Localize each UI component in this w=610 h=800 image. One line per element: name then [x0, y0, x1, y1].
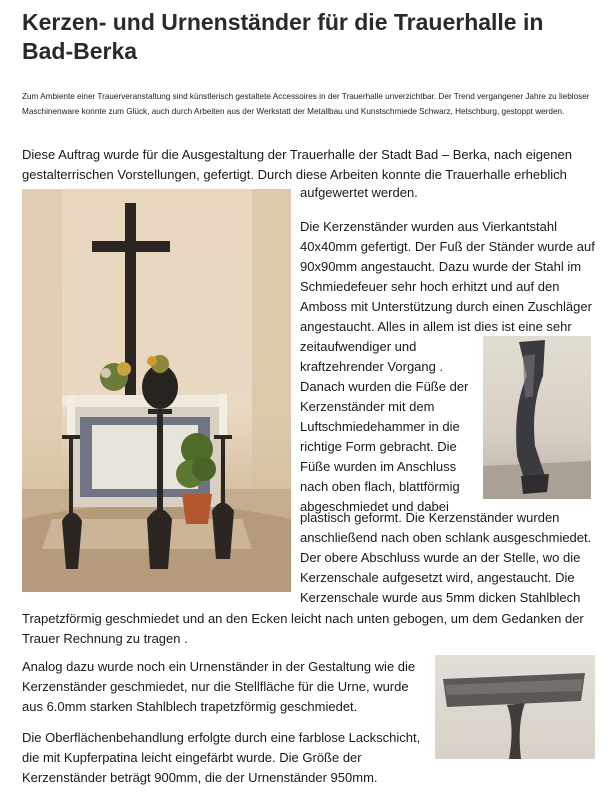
altar-illustration — [22, 189, 291, 592]
urn-plate-photo — [435, 655, 595, 759]
paragraph-oberflaeche: Die Oberflächenbehandlung erfolgte durch eine farblose Lackschicht, die mit Kupferpatina leicht eingefärbt wurde. Die Größe der Kerzenständer beträgt 900mm, die der Urnenständer 950mm. — [22, 730, 421, 785]
paragraph-urne: Analog dazu wurde noch ein Urnenständer in der Gestaltung wie die Kerzenständer geschmiedet, nur die Stellfläche für die Urne, wurde aus 6.0mm starken Stahlblech trapetzförmig geschmiedet. — [22, 659, 416, 714]
urn-plate-illustration — [435, 655, 595, 759]
lead-paragraph: Diese Auftrag wurde für die Ausgestaltung der Trauerhalle der Stadt Bad – Berka, nach eigenen gestalterrischen Vorstellungen, gefertigt. Durch diese Arbeiten konnte die Trauerhalle erheblich — [22, 147, 572, 182]
paragraph-aufgewertet: aufgewertet werden. — [300, 185, 418, 200]
intro-paragraph: Zum Ambiente einer Trauerveranstaltung sind künstlerisch gestaltete Accessoires in der Trauerhalle unverzichtbar. Der Trend vergangener Jahre zu liebloser Maschinenware konnte zum Glück, auch durch Arbeiten aus der Werkstatt der Metallbau und Kunstschmiede Schwarz, Hetschburg, gestoppt werden. — [22, 92, 590, 116]
paragraph-kerzen-2: zeitaufwendiger und kraftzehrender Vorgang . Danach wurden die Füße der Kerzenständer mit dem Luftschmiedehammer in die richtige Form gebracht. Die Füße wurden im Anschluss nach oben flach, blattförmig abgeschmiedet und dabei — [300, 339, 469, 514]
candle-holder-illustration — [483, 336, 591, 499]
altar-photo — [22, 189, 291, 592]
paragraph-kerzen-4: Trapetzförmig geschmiedet und an den Ecken leicht nach unten gebogen, um dem Gedanken der Trauer Rechnung zu tragen . — [22, 611, 584, 646]
paragraph-kerzen-1: Die Kerzenständer wurden aus Vierkantstahl 40x40mm gefertigt. Der Fuß der Ständer wurde auf 90x90mm angestaucht. Dazu wurde der Stahl im Schmiedefeuer sehr hoch erhitzt und auf den Amboss mit Unterstützung durch einen Zuschläger angestaucht. Alles in allem ist dies ist eine sehr — [300, 219, 595, 334]
page-title: Kerzen- und Urnenständer für die Trauerhalle in Bad-Berka — [22, 9, 544, 64]
paragraph-kerzen-3: plastisch geformt. Die Kerzenständer wurden anschließend nach oben schlank ausgeschmiedet. Der obere Abschluss wurde an der Stelle, wo die Kerzenschale aufgesetzt wird, angestaucht. Die Kerzenschale wurde aus 5mm dicken Stahlblech — [300, 510, 592, 605]
candle-holder-photo — [483, 336, 591, 499]
